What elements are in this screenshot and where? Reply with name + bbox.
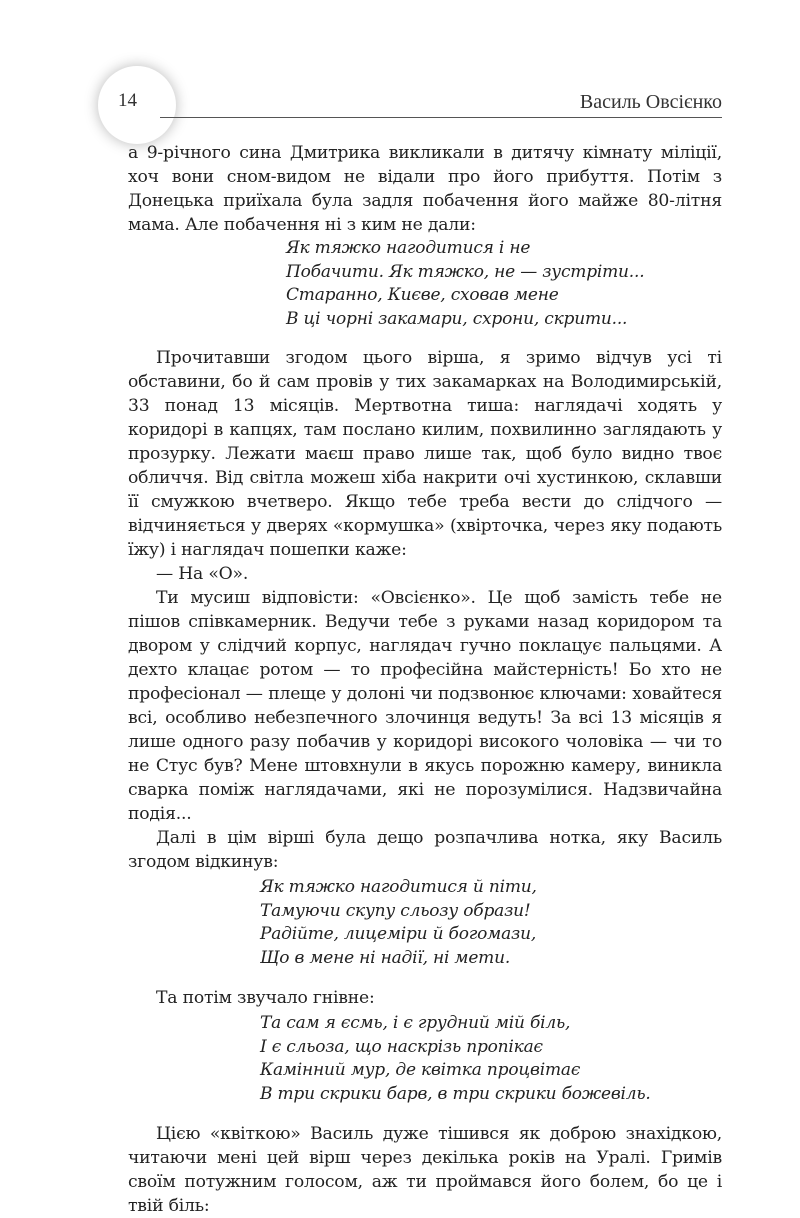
page-number-badge — [98, 66, 176, 144]
verse-line: В три скрики барв, в три скрики божевіль. — [260, 1083, 651, 1104]
paragraph: Та потім звучало гнівне: — [156, 988, 375, 1008]
paragraph: Далі в цім вірші була дещо розпачлива нотка, яку Василь згодом відкинув: — [128, 828, 722, 872]
verse-line: Як тяжко нагодитися і не — [286, 238, 531, 258]
verse-line: Радійте, лицеміри й богомази, — [260, 924, 537, 944]
verse-line: Що в мене ні надії, ні мети. — [260, 947, 511, 968]
paragraph: Прочитавши згодом цього вірша, я зримо відчув усі ті обставини, бо й сам провів у тих закамарках на Володимирській, 33 понад 13 місяців. Мертвотна тиша: наглядачі ходять у коридорі в капцях, там послано килим, похвилинно заглядають у прозурку. Лежати маєш право лише так, щоб було видно твоє обличчя. Від світла можеш хіба накрити очі хустинкою, склавши її смужкою вчетверо. Якщо тебе треба вести до слідчого — відчиняється у дверях «кормушка» (хвірточка, через яку подають їжу) і наглядач пошепки каже: — [128, 348, 722, 560]
verse-line: Тамуючи скупу сльозу образи! — [260, 900, 531, 921]
verse-block — [260, 876, 722, 970]
paragraph: Цією «квіткою» Василь дуже тішився як доброю знахідкою, читаючи мені цей вірш через декілька років на Уралі. Гримів своїм потужним голосом, аж ти проймався його болем, бо це і твій біль: — [128, 1124, 722, 1216]
verse-line: Як тяжко нагодитися й піти, — [260, 877, 537, 897]
verse-block — [260, 1012, 722, 1106]
verse-line: Та сам я єсмь, і є грудний мій біль, — [260, 1013, 571, 1033]
running-header-author: Василь Овсієнко — [579, 91, 722, 113]
verse-line: Старанно, Києве, сховав мене — [286, 285, 559, 305]
page-body — [128, 141, 722, 1218]
paragraph: — На «О». — [156, 564, 249, 584]
verse-line: В ці чорні закамари, схрони, скрити... — [286, 308, 628, 329]
verse-line: І є сльоза, що наскрізь пропікає — [260, 1036, 543, 1057]
page-number: 14 — [118, 90, 137, 111]
paragraph: а 9-річного сина Дмитрика викликали в дитячу кімнату міліції, хоч вони сном-видом не відали про його прибуття. Потім з Донецька приїхала була задля побачення його майже 80-літня мама. Але побачення ні з ким не дали: — [128, 143, 722, 235]
verse-line: Камінний мур, де квітка процвітає — [260, 1060, 581, 1080]
verse-block — [286, 237, 722, 331]
verse-line: Побачити. Як тяжко, не — зустріти... — [286, 261, 645, 282]
paragraph: Ти мусиш відповісти: «Овсієнко». Це щоб замість тебе не пішов співкамерник. Ведучи тебе з руками назад коридором та двором у слідчий корпус, наглядач гучно поклацує пальцями. А дехто клацає ротом — то професійна майстерність! Бо хто не професіонал — плеще у долоні чи подзвонює ключами: ховайтеся всі, особливо небезпечного злочинця ведуть! За всі 13 місяців я лише одного разу побачив у коридорі високого чоловіка — чи то не Стус був? Мене штовхнули в якусь порожню камеру, виникла сварка поміж наглядачами, які не порозумілися. Надзвичайна подія... — [128, 588, 722, 824]
header-divider — [160, 117, 722, 118]
